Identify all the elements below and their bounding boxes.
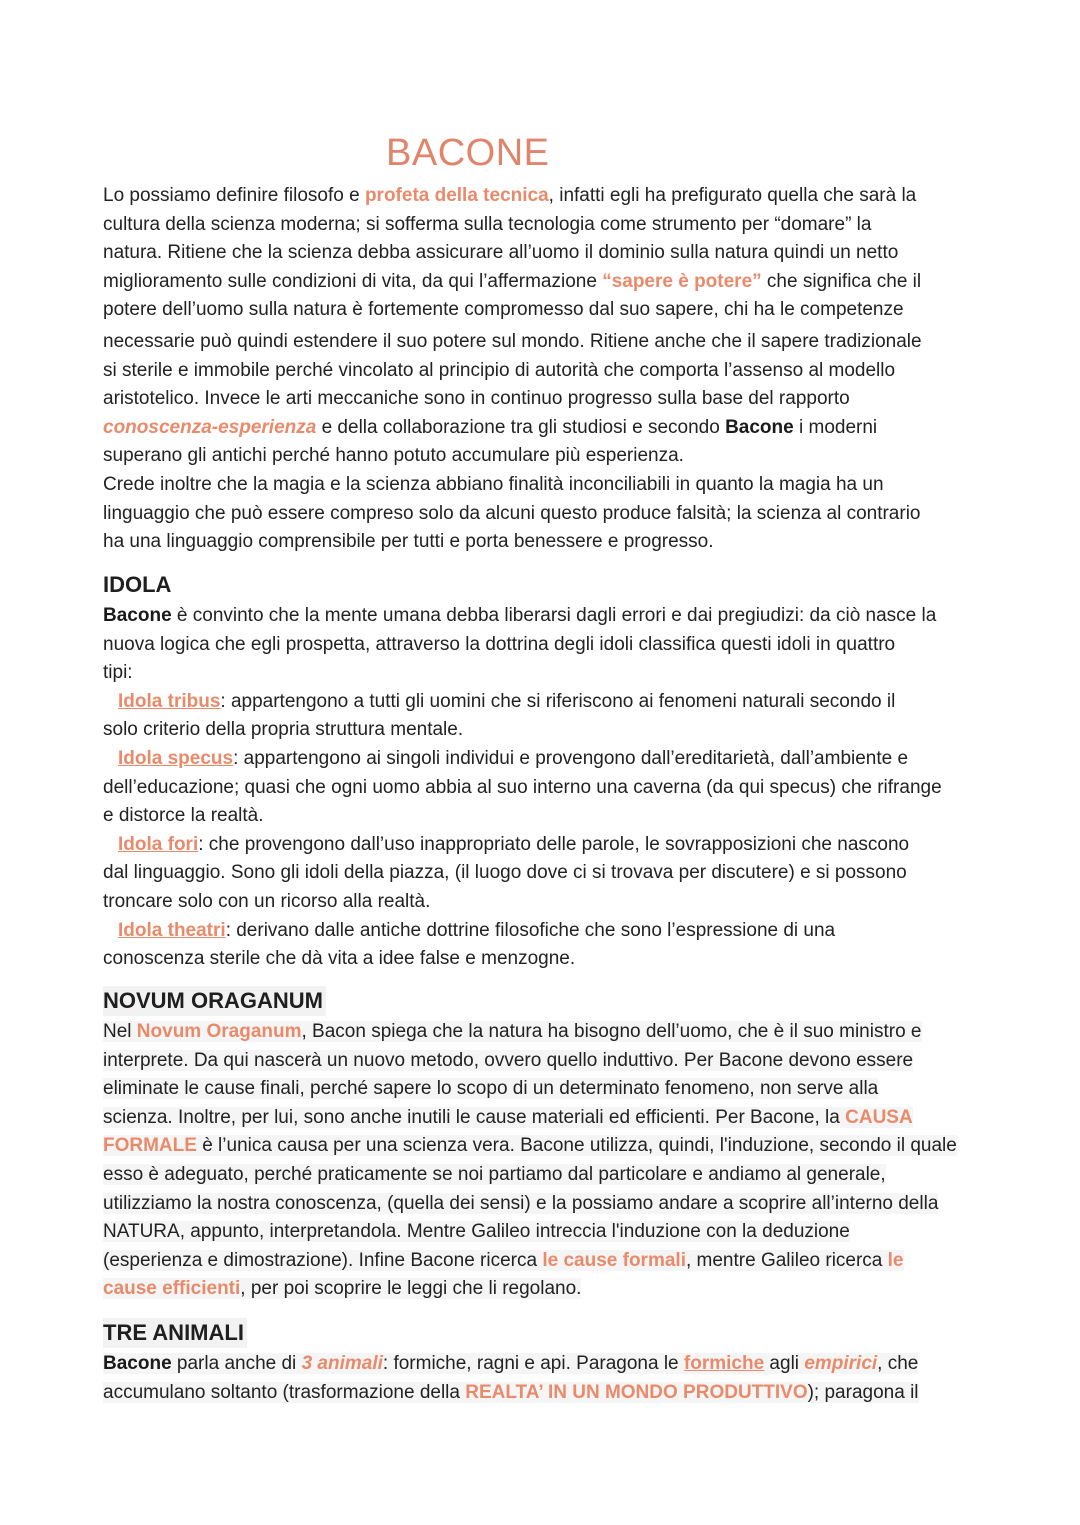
text-line [103,1132,983,1161]
text-line: superano gli antichi perché hanno potuto accumulare più esperienza. [103,445,684,467]
text-line [103,1190,983,1219]
text-line [103,1350,983,1379]
text-line: natura. Ritiene che la scienza debba assicurare all’uomo il dominio sulla natura quindi un netto [103,242,899,264]
heading-text: NOVUM ORAGANUM [103,986,326,1016]
text: , per poi scoprire le leggi che li regolano. [240,1278,582,1300]
highlight-cause-formali: le cause formali [542,1249,686,1271]
text: miglioramento sulle condizioni di vita, da qui l’affermazione [103,270,603,292]
text: : formiche, ragni e api. Paragona le [382,1353,684,1374]
text: agli [764,1353,805,1374]
shaded-text: esso è adeguato, perché praticamente se noi partiamo dal particolare e andiamo al generale, [103,1163,886,1185]
text-line: cultura della scienza moderna; si sofferma sulla tecnologia come strumento per “domare” la [103,213,872,235]
text: , mentre Galileo ricerca [685,1249,888,1271]
intro-section [103,182,983,557]
text: , Bacon spiega che la natura ha bisogno dell’uomo, che è il suo ministro e [301,1021,922,1042]
idola-specus-line [103,745,983,774]
document-title: BACONE [386,132,550,174]
shaded-text: NATURA, appunto, interpretandola. Mentre Galileo intreccia l'induzione con la deduzione [103,1221,850,1243]
idola-tribus-line [103,688,983,717]
text-line: aristotelico. Invece le arti meccaniche sono in continuo progresso sulla base del rapporto [103,388,850,410]
highlight-causa: CAUSA [845,1106,913,1128]
shaded-text: eliminate le cause finali, perché sapere lo scopo di un determinato fenomeno, non serve alla [103,1078,879,1100]
text-line [103,182,983,211]
text-line: e distorce la realtà. [103,805,264,827]
text-line [103,1075,983,1104]
text-line [103,268,983,297]
section-heading-tre-animali [103,1318,983,1348]
text: Nel [103,1021,137,1042]
text-line: tipi: [103,662,133,684]
text-line [103,1104,983,1133]
text: : che provengono dall’uso inappropriato delle parole, le sovrapposizioni che nascono [198,833,910,855]
text: scienza. Inoltre, per lui, sono anche inutili le cause materiali ed efficienti. Per Bacone, la [103,1106,846,1128]
highlight-formale: FORMALE [103,1135,197,1157]
text-line: nuova logica che egli prospetta, attraverso la dottrina degli idoli classifica questi idoli in quattro [103,633,896,655]
section-heading-idola: IDOLA [103,572,172,597]
text-line [103,1275,983,1304]
shaded-text [103,1353,918,1374]
text: parla anche di [171,1353,302,1374]
text-line [103,1247,983,1276]
text-line: ha una linguaggio comprensibile per tutti e porta benessere e progresso. [103,531,714,553]
text: Lo possiamo definire filosofo e [103,185,365,206]
text-line: conoscenza sterile che dà vita a idee false e menzogne. [103,948,576,970]
text-line: necessarie può quindi estendere il suo potere sul mondo. Ritiene anche che il sapere tradizionale [103,330,922,352]
bold-bacone: Bacone [103,605,172,626]
text: i moderni [793,416,878,438]
highlight-sapere-potere: “sapere è potere” [602,270,762,292]
text-line [103,1218,983,1247]
text: : derivano dalle antiche dottrine filosofiche che sono l’espressione di una [225,919,836,941]
text-line: solo criterio della propria struttura mentale. [103,719,464,741]
text: : appartengono ai singoli individui e provengono dall’ereditarietà, dall’ambiente e [233,747,909,769]
text: accumulano soltanto (trasformazione della [103,1381,466,1403]
text-line [103,414,983,443]
text: è l’unica causa per una scienza vera. Bacone utilizza, quindi, l'induzione, secondo il quale [196,1135,957,1157]
text-line [103,602,983,631]
section-heading-novum [103,986,983,1016]
highlight-profeta: profeta della tecnica [364,185,549,206]
text-line [103,1018,983,1047]
text-line: dal linguaggio. Sono gli idoli della piazza, (il luogo dove ci si trovava per discutere) e si possono [103,862,907,884]
term-idola-specus: Idola specus [118,747,234,769]
shaded-text: utilizziamo la nostra conoscenza, (quella dei sensi) e la possiamo andare a scoprire all’interno della [103,1192,939,1214]
shaded-text [103,1021,922,1042]
text-line: potere dell’uomo sulla natura è fortemente compromesso dal suo sapere, chi ha le competenze [103,299,904,321]
text: , che [877,1353,919,1374]
highlight-cause-efficienti: cause efficienti [103,1278,241,1300]
text-line: troncare solo con un ricorso alla realtà. [103,890,431,912]
heading-text: TRE ANIMALI [103,1318,247,1348]
bold-bacone: Bacone [103,1353,172,1374]
highlight-3-animali: 3 animali [301,1353,383,1374]
idola-section [103,570,983,974]
shaded-text [103,1382,919,1403]
idola-theatri-line [103,917,983,946]
novum-section [103,986,983,1304]
text-line: dell’educazione; quasi che ogni uomo abbia al suo interno una caverna (da qui specus) che rifrange [103,776,942,798]
highlight-realta: REALTA’ IN UN MONDO PRODUTTIVO [465,1381,808,1403]
term-idola-tribus: Idola tribus [118,690,221,712]
shaded-text [103,1278,581,1299]
text-line: si sterile e immobile perché vincolato al principio di autorità che comporta l’assenso al modello [103,359,896,381]
text: ); paragona il [807,1381,919,1403]
text: , infatti egli ha prefigurato quella che sarà la [548,185,917,206]
highlight-formiche: formiche [683,1353,765,1374]
idola-fori-line [103,831,983,860]
shaded-text: interprete. Da qui nascerà un nuovo metodo, ovvero quello induttivo. Per Bacone devono essere [103,1049,914,1071]
text-line [103,1161,983,1190]
term-idola-fori: Idola fori [118,833,199,855]
text-line: linguaggio che può essere compreso solo da alcuni questo produce falsità; la scienza al contrario [103,502,921,524]
tre-animali-section [103,1318,983,1407]
text-line [103,1047,983,1076]
highlight-empirici: empirici [804,1353,878,1374]
text-line: Crede inoltre che la magia e la scienza abbiano finalità inconciliabili in quanto la magia ha un [103,473,884,495]
highlight-conoscenza-esperienza: conoscenza-esperienza [103,416,317,438]
text: : appartengono a tutti gli uomini che si riferiscono ai fenomeni naturali secondo il [220,690,896,712]
term-idola-theatri: Idola theatri [118,919,226,941]
text: che significa che il [761,270,922,292]
text: (esperienza e dimostrazione). Infine Bacone ricerca [103,1249,543,1271]
text-line [103,1379,983,1408]
bold-bacone: Bacone [725,416,794,438]
text: è convinto che la mente umana debba liberarsi dagli errori e dai pregiudizi: da ciò nasce la [171,605,937,626]
shaded-text [103,1107,913,1128]
highlight-novum-oraganum: Novum Oraganum [136,1021,302,1042]
shaded-text [103,1135,957,1156]
text: e della collaborazione tra gli studiosi e secondo [316,416,726,438]
highlight-le: le [887,1249,904,1271]
shaded-text [103,1250,904,1271]
